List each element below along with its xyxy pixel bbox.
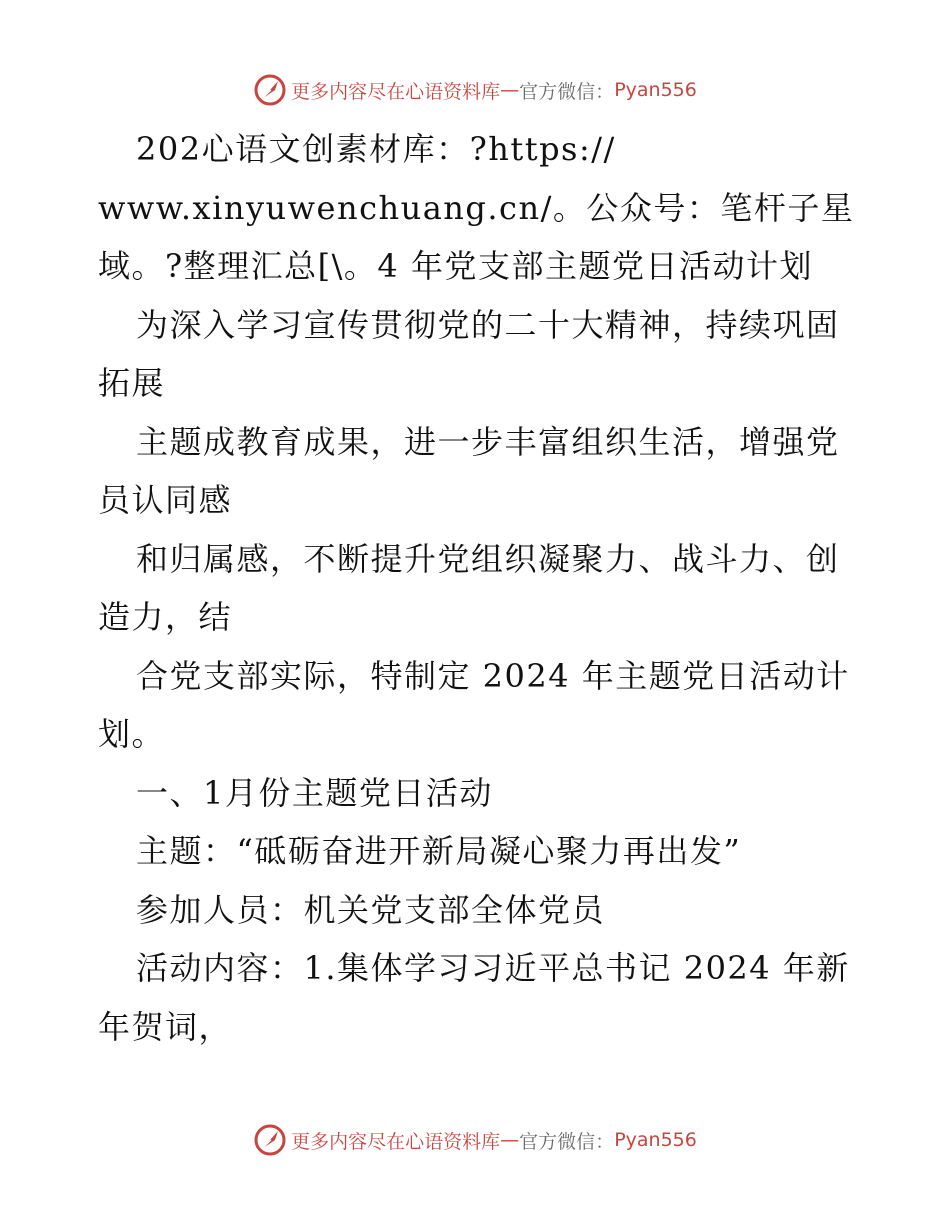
quill-pen-circle-icon [253,73,287,107]
text-line: 拓展 [98,364,166,402]
text-line: 参加人员：机关党支部全体党员 [136,890,606,929]
text-line: 造力，结 [98,598,233,636]
text-line: 活动内容：1.集体学习习近平总书记 2024 年新 [136,949,850,987]
banner-main-text: 更多内容尽在心语资料库 [291,1130,501,1153]
banner-official-label: 官方微信： [519,1130,615,1153]
text-line: 主题成教育成果，进一步丰富组织生活，增强党 [136,422,840,461]
text-line: 202心语文创素材库：?https:// [136,130,616,168]
section-heading: 一、1月份主题党日活动 [136,773,493,812]
text-line: www.xinyuwenchuang.cn/。公众号：笔杆子星 [98,188,855,227]
banner-dash: — [500,1129,520,1151]
footer-watermark-banner [0,1120,950,1160]
header-watermark-banner [0,70,950,110]
banner-dash: — [500,79,520,101]
banner-main-text: 更多内容尽在心语资料库 [291,80,501,103]
banner-wechat-id: Pyan556 [614,79,697,101]
text-line: 和归属感，不断提升党组织凝聚力、战斗力、创 [136,539,840,578]
text-line: 合党支部实际，特制定 2024 年主题党日活动计 [136,656,850,695]
text-line: 域。?整理汇总[\。4 年党支部主题党日活动计划 [98,247,813,285]
text-line: 划。 [98,715,166,753]
banner-official-label: 官方微信： [519,80,615,103]
quill-pen-circle-icon [253,1123,287,1157]
text-line: 主题：“砥砺奋进开新局凝心聚力再出发” [136,832,742,870]
text-line: 年贺词， [98,1007,233,1046]
text-line: 员认同感 [98,481,233,519]
document-body [98,120,858,1056]
text-line: 为深入学习宣传贯彻党的二十大精神，持续巩固 [136,305,840,344]
banner-wechat-id: Pyan556 [614,1129,697,1151]
